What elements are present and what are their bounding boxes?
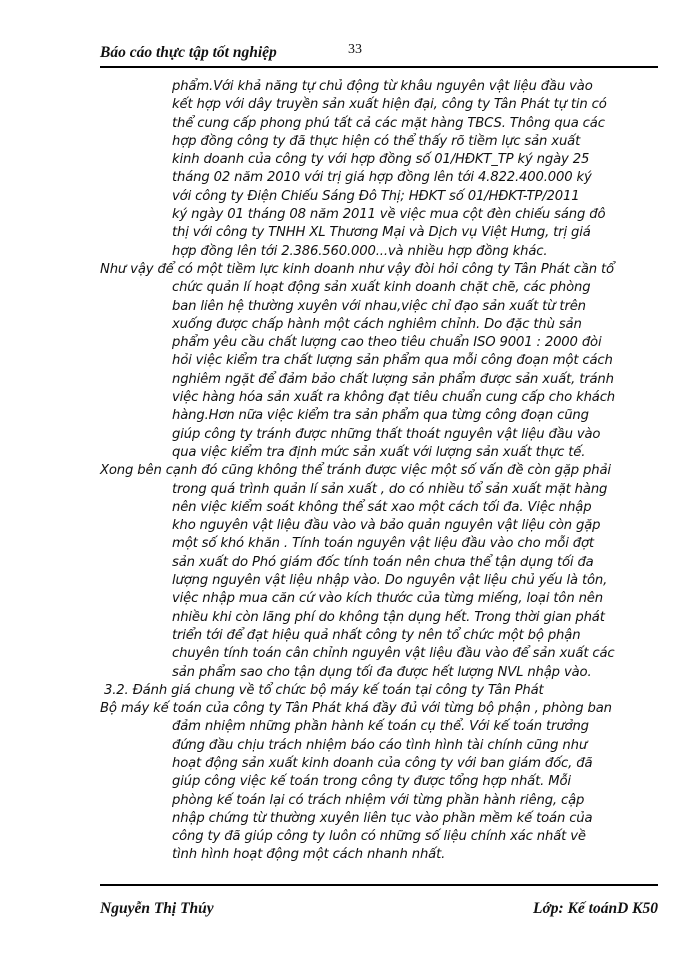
text-line: phẩm.Với khả năng tự chủ động từ khâu nguyên vật liệu đầu vào <box>172 79 593 94</box>
text-line: kho nguyên vật liệu đầu vào và bảo quản nguyên vật liệu còn gặp <box>172 518 601 534</box>
text-line: tháng 02 năm 2010 với trị giá hợp đồng lên tới 4.822.400.000 ký <box>172 170 592 186</box>
text-line: lượng nguyên vật liệu nhập vào. Do nguyên vật liệu chủ yếu là tôn, <box>172 573 608 589</box>
text-line: trong quá trình quản lí sản xuất , do có nhiều tổ sản xuất mặt hàng <box>172 481 608 497</box>
text-line: giúp công việc kế toán trong công ty được tổng hợp nhất. Mỗi <box>172 774 571 790</box>
text-line: hoạt động sản xuất kinh doanh của công ty với ban giám đốc, đã <box>172 755 593 771</box>
text-line: công ty đã giúp công ty luôn có những số liệu chính xác nhất về <box>172 829 586 845</box>
text-line: qua việc kiểm tra định mức sản xuất với lượng sản xuất thực tế. <box>172 444 586 460</box>
text-line: đảm nhiệm những phần hành kế toán cụ thể. Với kế toán trưởng <box>172 719 589 735</box>
text-line: nên việc kiểm soát không thể sát xao một cách tối đa. Việc nhập <box>172 499 592 515</box>
text-line: kinh doanh của công ty với hợp đồng số 01/HĐKT_TP ký ngày 25 <box>172 152 590 168</box>
text-line: việc hàng hóa sản xuất ra không đạt tiêu chuẩn cung cấp cho khách <box>172 390 616 406</box>
text-line: chức quản lí hoạt động sản xuất kinh doanh chặt chẽ, các phòng <box>172 280 591 296</box>
page-number: 33 <box>348 42 362 57</box>
text-line: phẩm yêu cầu chất lượng cao theo tiêu chuẩn ISO 9001 : 2000 đòi <box>172 335 602 351</box>
text-line: nhập chứng từ thường xuyên liên tục vào phần mềm kế toán của <box>172 810 593 826</box>
section-heading: 3.2. Đánh giá chung về tổ chức bộ máy kế toán tại công ty Tân Phát <box>104 682 544 698</box>
document-body <box>100 78 660 865</box>
text-line: hỏi việc kiểm tra chất lượng sản phẩm qua mỗi công đoạn một cách <box>172 353 613 369</box>
text-line: việc nhập mua căn cứ vào kích thước của từng miếng, loại tôn nên <box>172 591 603 607</box>
text-line: triển tới để đạt hiệu quả nhất công ty nên tổ chức một bộ phận <box>172 627 581 643</box>
class-label: Lớp: Kế toánD K50 <box>533 900 658 917</box>
paragraph-start-line: Như vậy để có một tiềm lực kinh doanh như vậy đòi hỏi công ty Tân Phát cần tổ <box>100 261 614 277</box>
text-line: hợp đồng công ty đã thực hiện có thể thấy rõ tiềm lực sản xuất <box>172 133 581 149</box>
text-line: với công ty Điện Chiếu Sáng Đô Thị; HĐKT số 01/HĐKT-TP/2011 <box>172 188 580 204</box>
text-line: phòng kế toán lại có trách nhiệm với từng phần hành riêng, cập <box>172 792 585 808</box>
text-line: nghiêm ngặt để đảm bảo chất lượng sản phẩm được sản xuất, tránh <box>172 371 614 387</box>
text-line: đứng đầu chịu trách nhiệm báo cáo tình hình tài chính cũng như <box>172 737 588 753</box>
text-line: hàng.Hơn nữa việc kiểm tra sản phẩm qua từng công đoạn cũng <box>172 408 589 424</box>
paragraph-start-line: Xong bên cạnh đó cũng không thể tránh được việc một số vấn đề còn gặp phải <box>100 463 611 479</box>
text-line: sản phẩm sao cho tận dụng tối đa được hết lượng NVL nhập vào. <box>172 664 592 680</box>
report-title: Báo cáo thực tập tốt nghiệp <box>100 44 277 61</box>
page-header <box>100 40 658 68</box>
text-line: một số khó khăn . Tính toán nguyên vật liệu đầu vào cho mỗi đợt <box>172 536 594 552</box>
text-line: xuống được chấp hành một cách nghiêm chỉnh. Do đặc thù sản <box>172 316 582 332</box>
text-line: nhiều khi còn lãng phí do không tận dụng hết. Trong thời gian phát <box>172 609 605 625</box>
text-line: chuyên tính toán cân chỉnh nguyên vật liệu đầu vào để sản xuất các <box>172 646 615 662</box>
text-line: ký ngày 01 tháng 08 năm 2011 về việc mua cột đèn chiếu sáng đô <box>172 207 606 223</box>
text-line: ban liên hệ thường xuyên với nhau,việc chỉ đạo sản xuất từ trên <box>172 298 586 314</box>
text-line: hợp đồng lên tới 2.386.560.000...và nhiều hợp đồng khác. <box>172 243 548 259</box>
page-footer <box>100 884 658 926</box>
text-line: kết hợp với dây truyền sản xuất hiện đại, công ty Tân Phát tự tin có <box>172 97 607 113</box>
text-line: sản xuất do Phó giám đốc tính toán nên chưa thể tận dụng tối đa <box>172 554 594 570</box>
text-line: thể cung cấp phong phú tất cả các mặt hàng TBCS. Thông qua các <box>172 115 605 131</box>
paragraph-start-line: Bộ máy kế toán của công ty Tân Phát khá đầy đủ với từng bộ phận , phòng ban <box>100 701 612 717</box>
text-line: thị với công ty TNHH XL Thương Mại và Dịch vụ Việt Hưng, trị giá <box>172 225 591 241</box>
text-line: giúp công ty tránh được những thất thoát nguyên vật liệu đầu vào <box>172 426 601 442</box>
text-line: tình hình hoạt động một cách nhanh nhất. <box>172 847 446 863</box>
author-name: Nguyễn Thị Thúy <box>100 900 214 917</box>
